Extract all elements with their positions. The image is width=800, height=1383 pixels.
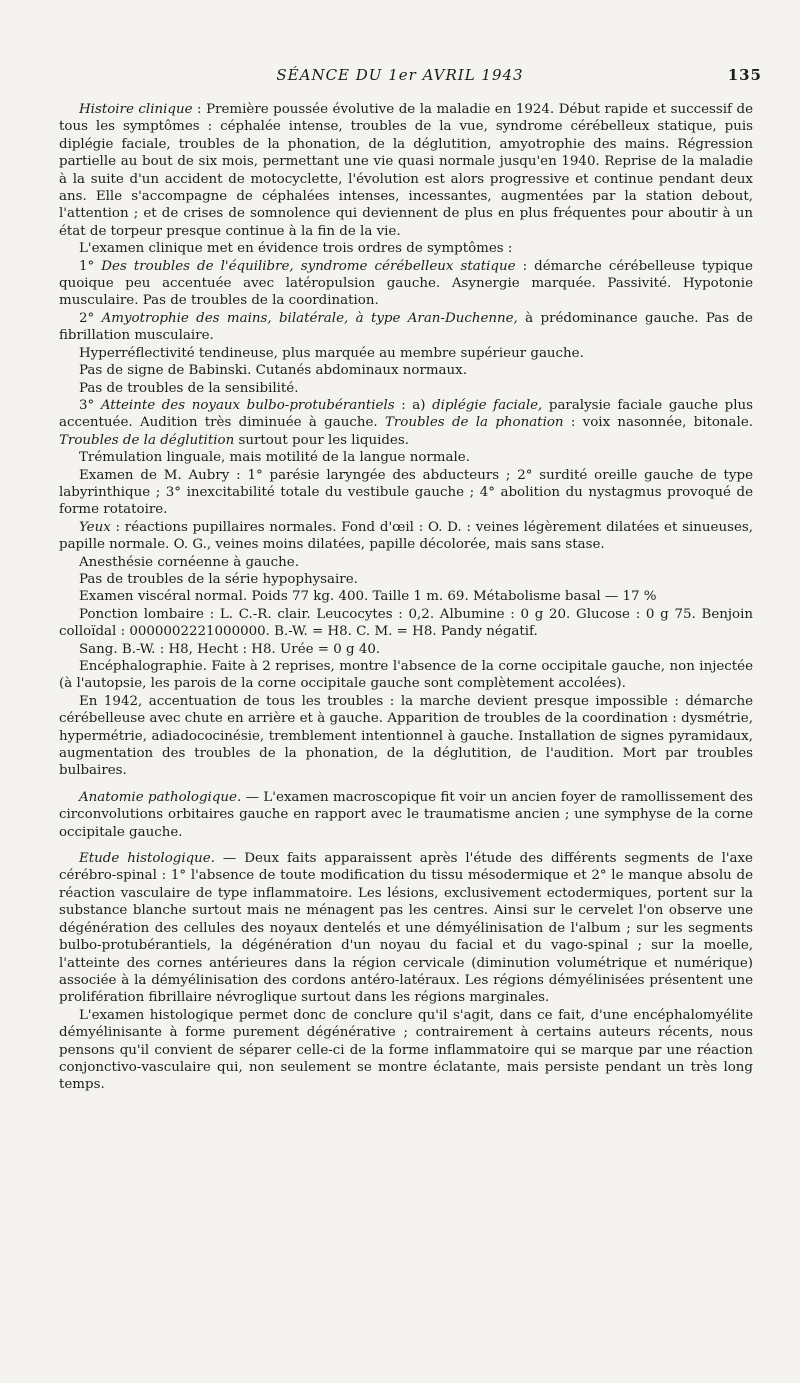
paragraph-text: : Première poussée évolutive de la maladie en 1924. Début rapide et successif de tous les symptômes : céphalée intense, troubles de la vue, syndrome cérébelleux statique, puis diplégie faciale, troubles de la phonation, de la déglutition, amyotrophie des mains. Régression partielle au bout de six mois, permettant une vie quasi normale jusqu'en 1940. Reprise de la maladie à la suite d'un accident de motocyclette, l'évolution est alors progressive et continue pendant deux ans. Elle s'accompagne de céphalées intenses, incessantes, augmentées par la station debout, l'attention ; et de crises de somnolence qui deviennent de plus en plus fréquentes pour aboutir à un état de torpeur presque continue à la fin de la vie. [59,102,754,239]
paragraph-text: Ponction lombaire : L. C.-R. clair. Leucocytes : 0,2. Albumine : 0 g 20. Glucose : 0 g 75. Benjoin colloïdal : 0000002221000000. B.-W. = H8. C. M. = H8. Pandy négatif. [59,606,753,640]
paragraph-lead: Anatomie pathologique. [79,789,242,805]
paragraph-text: paralysie faciale gauche plus accentuée. Audition très diminuée à gauche. [59,397,753,431]
paragraph [59,258,753,310]
paragraph-text: à prédominance gauche. Pas de fibrillation musculaire. [59,310,753,344]
paragraph [59,449,753,466]
paragraph [59,658,753,693]
paragraph [59,345,753,362]
paragraph-text: : a) [394,397,433,413]
paragraph-lead: Troubles de la phonation [384,415,564,431]
paragraph [59,641,753,658]
paragraph [59,101,753,240]
paragraph-text: L'examen clinique met en évidence trois ordres de symptômes : [79,241,513,257]
paragraph [59,789,753,841]
paragraph-lead: Atteinte des noyaux bulbo-protubérantiels [100,397,395,413]
paragraph [59,606,753,641]
paragraph-text: En 1942, accentuation de tous les troubles : la marche devient presque impossible : démarche cérébelleuse avec chute en arrière et à gauche. Apparition de troubles de la coordination : dysmétrie, hypermétrie, adiadococinésie, tremblement intentionnel à gauche. Installation de signes pyramidaux, augmentation des troubles de la phonation, de la déglutition, de l'audition. Mort par troubles bulbaires. [59,693,753,779]
paragraph-lead: Histoire clinique [79,102,193,117]
paragraph-text: 3° [79,397,101,413]
paragraph-text: — Deux faits apparaissent après l'étude des différents segments de l'axe cérébro-spinal : 1° l'absence de toute modification du tissu mésodermique et 2° le manque absolu de réaction vasculaire de type inflammatoire. Les lésions, exclusivement ectodermiques, portent sur la substance blanche surtout mais ne ménagent pas les centres. Ainsi sur le cervelet l'on observe une dégénération des cellules des noyaux dentelés et une démyélinisation de l'album ; sur les segments bulbo-protubérantiels, la dégénération d'un noyau du facial et du vago-spinal ; sur la moelle, l'atteinte des cornes antérieures dans la région cervicale (diminution volumétrique et numérique) associée à la démyélinisation des cordons antéro-latéraux. Les régions démyélinisées présentent une prolifération fibrillaire névroglique surtout dans les régions marginales. [59,851,753,1006]
paragraph-lead: diplégie faciale, [432,397,543,413]
paragraph-lead: Des troubles de l'équilibre, syndrome cérébelleux statique [101,258,516,274]
paragraph-text: 2° [79,310,102,326]
paragraph-text: L'examen histologique permet donc de conclure qu'il s'agit, dans ce fait, d'une encéphalomyélite démyélinisante à forme purement dégénérative ; contrairement à certains auteurs récents, nous pensons qu'il convient de séparer celle-ci de la forme inflammatoire qui se marque par une réaction conjonctivo-vasculaire qui, non seulement se montre éclatante, mais persiste pendant un très long temps. [59,1007,753,1093]
paragraph-text: Examen de M. Aubry : 1° parésie laryngée des abducteurs ; 2° surdité oreille gauche de type labyrinthique ; 3° inexcitabilité totale du vestibule gauche ; 4° abolition du nystagmus provoqué de forme rotatoire. [59,467,753,518]
paragraph [59,397,753,449]
paragraph-lead: Amyotrophie des mains, bilatérale, à type Aran-Duchenne, [101,310,518,326]
paragraph-text: Pas de troubles de la série hypophysaire. [79,571,358,587]
paragraph-text: Encéphalographie. Faite à 2 reprises, montre l'absence de la corne occipitale gauche, non injectée (à l'autopsie, les parois de la corne occipitale gauche sont complètement accolées). [59,659,753,692]
paragraph-text: Pas de troubles de la sensibilité. [79,380,299,396]
paragraph [59,850,753,1007]
paragraph-text: : voix nasonnée, bitonale. [563,415,754,431]
page-number: 135 [727,66,762,84]
paragraph [59,310,753,345]
paragraph-lead: Etude histologique. [79,851,215,867]
paragraph [59,571,753,588]
body-text [59,101,753,1094]
paragraph [59,588,753,605]
paragraph-text: Pas de signe de Babinski. Cutanés abdominaux normaux. [79,363,467,379]
paragraph-text: : réactions pupillaires normales. Fond d'œil : O. D. : veines légèrement dilatées et sinueuses, papille normale. O. G., veines moins dilatées, papille décolorée, mais sans stase. [59,519,753,553]
paragraph-text: Examen viscéral normal. Poids 77 kg. 400. Taille 1 m. 69. Métabolisme basal — 17 % [79,589,657,605]
running-title: SÉANCE DU 1er AVRIL 1943 [276,66,524,84]
paragraph-text: : démarche cérébelleuse typique quoique peu accentuée avec latéropulsion gauche. Asynergie marquée. Passivité. Hypotonie musculaire. Pas de troubles de la coordination. [59,258,753,309]
paragraph-text: Trémulation linguale, mais motilité de la langue normale. [79,450,470,466]
paragraph [59,467,753,519]
paragraph-lead: Yeux [79,519,111,535]
paragraph [59,519,753,554]
paragraph-text: Anesthésie cornéenne à gauche. [79,554,299,570]
paragraph [59,240,753,257]
paragraph-text: — L'examen macroscopique fit voir un ancien foyer de ramollissement des circonvolutions orbitaires gauche en rapport avec le traumatisme ancien ; une symphyse de la corne occipitale gauche. [59,789,753,840]
running-head [0,66,800,88]
paragraph-lead: Troubles de la déglutition [59,432,235,448]
paragraph [59,693,753,780]
paragraph-text: surtout pour les liquides. [234,432,409,448]
paragraph-text: 1° [79,258,102,274]
paragraph [59,1007,753,1094]
paragraph [59,554,753,571]
paragraph [59,362,753,379]
paragraph [59,380,753,397]
paragraph-text: Hyperréflectivité tendineuse, plus marquée au membre supérieur gauche. [79,345,584,361]
paragraph-text: Sang. B.-W. : H8, Hecht : H8. Urée = 0 g 40. [79,641,381,657]
